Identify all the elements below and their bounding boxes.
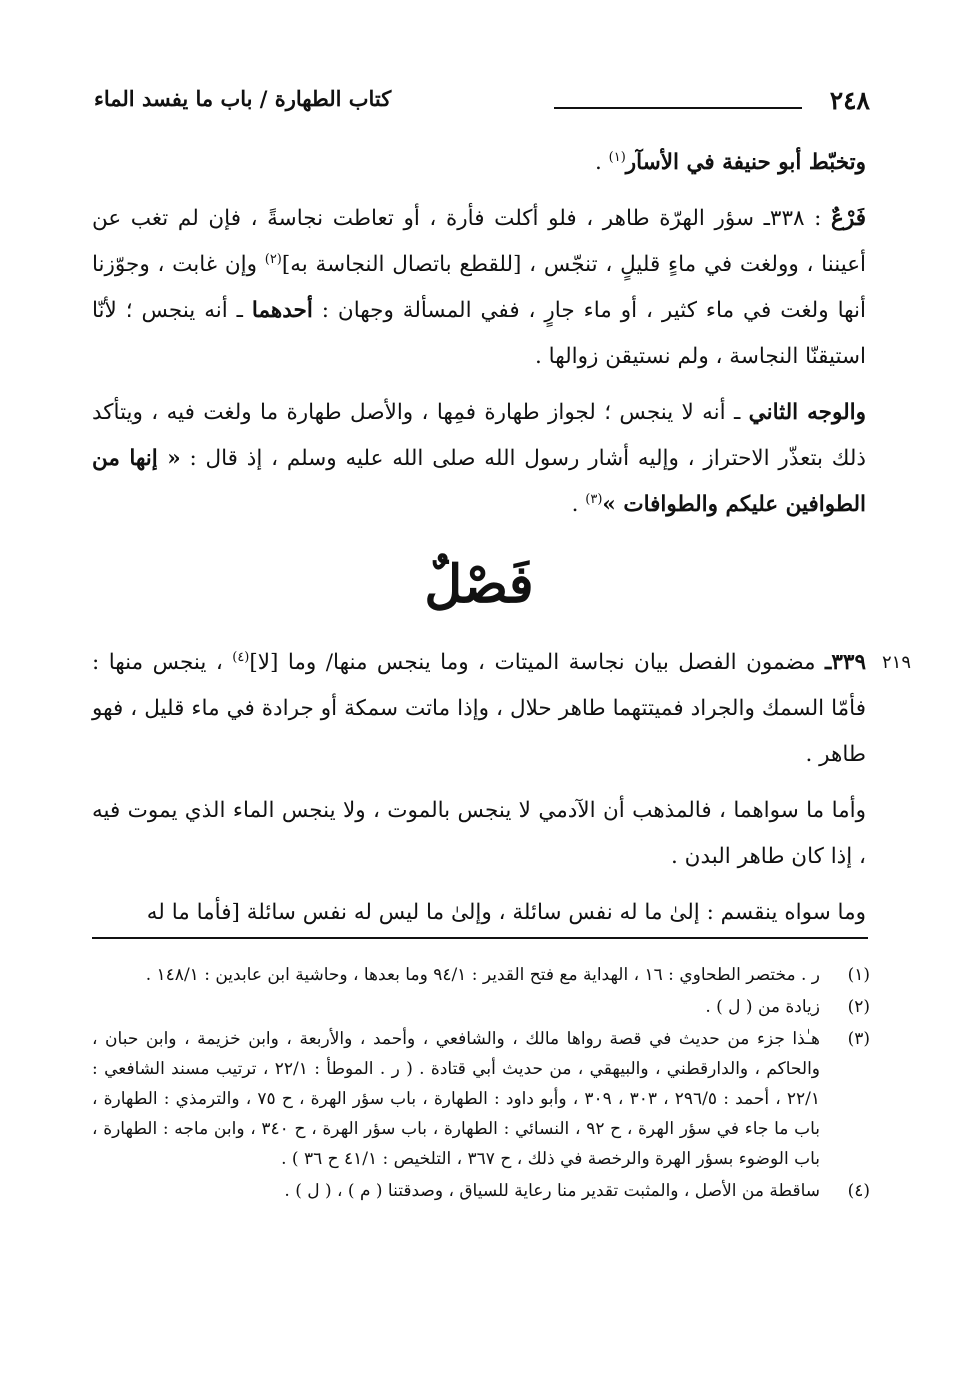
- footnote-number: (٢): [847, 997, 870, 1017]
- paragraph-339: [92, 640, 866, 778]
- footnote-ref-2[interactable]: (٢): [264, 251, 282, 267]
- paragraph-338: [92, 196, 866, 380]
- p339-text-b: ، ينجس منها : فأمّا السمك والجراد فميتتهما طاهر حلال ، وإذا ماتت سمكة أو جرادة في ماء قليل ، فهو طاهر .: [92, 650, 866, 767]
- footnote-4: [92, 1176, 870, 1206]
- fasl-heading: فَصْلٌ: [424, 554, 534, 615]
- paragraph-339-number: ٣٣٩ـ: [825, 650, 866, 675]
- main-text-bottom: [92, 640, 866, 936]
- footnote-number: (٤): [847, 1181, 870, 1201]
- footnote-ref-1[interactable]: (١): [608, 149, 626, 165]
- paragraph-339-second: وأما ما سواهما ، فالمذهب أن الآدمي لا ينجس بالموت ، ولا ينجس الماء الذي يموت فيه ، إذا كان طاهر البدن .: [92, 798, 866, 869]
- footnote-number: (١): [847, 965, 870, 985]
- margin-page-number: ٢١٩: [882, 652, 912, 673]
- footnote-2: [92, 992, 870, 1022]
- intro-paragraph: [92, 140, 866, 186]
- p338-bold-second: والوجه الثاني: [748, 400, 866, 425]
- page-number: ٢٤٨: [829, 86, 870, 115]
- p338-text-a: : ٣٣٨ـ سؤر الهرّة طاهر ، فلو أكلت فأرة ، أو تعاطت نجاسةً ، فإن لم تغب عن أعيننا ، وولغت في ماءٍ قليلٍ ، تنجّس ، [للقطع باتصال النجاسة به]: [92, 206, 866, 277]
- footnote-text: هـٰذا جزء من حديث في قصة رواها مالك ، والشافعي ، وأحمد ، والأربعة ، وابن خزيمة ، وابن حبان ، والحاكم ، والدارقطني ، والبيهقي ، من حديث أبي قتادة . ( ر . الموطأ : ٢٢/١ ، ترتيب مسند الشافعي : ٢٢/١ ، أحمد : ٢٩٦/٥ ، ٣٠٣ ، ٣٠٩ ، وأبو داود : الطهارة ، باب سؤر الهرة ، ح ٧٥ ، والترمذي : الطهارة ، باب ما جاء في سؤر الهرة ، ح ٩٢ ، النسائي : الطهارة ، باب سؤر الهرة ، ح ٣٤٠ ، وابن ماجه : الطهارة ، باب الوضوء بسؤر الهرة والرخصة في ذلك ، ح ٣٦٧ ، التلخيص : ٤١/١ ح ٣٦ ) .: [92, 1029, 821, 1169]
- p339-text-a: مضمون الفصل بيان نجاسة الميتات ، وما ينجس منها/ وما [لا]: [249, 650, 826, 675]
- p338-second-end: .: [571, 492, 586, 517]
- paragraph-338-second: [92, 390, 866, 528]
- hadith-quote: « إنها من الطوافين عليكم والطوافات »: [92, 446, 866, 517]
- footnote-ref-3[interactable]: (٣): [585, 491, 603, 507]
- intro-text: وتخبّط أبو حنيفة في الأسآر: [625, 150, 866, 175]
- footnote-text: ساقطة من الأصل ، والمثبت تقدير منا رعاية للسياق ، وصدقتنا ( م ) ، ( ل ) .: [284, 1181, 820, 1201]
- page-header: [94, 86, 870, 122]
- footnote-number: (٣): [847, 1029, 870, 1049]
- p338-bold-ahaduhuma: أحدهما: [251, 298, 313, 323]
- p338-second-text: ـ أنه لا ينجس ؛ لجواز طهارة فمِها ، والأصل طهارة ما ولغت فيه ، ويتأكد ذلك بتعذّر الاحتراز ، وإليه أشار رسول الله صلى الله عليه وسلم ، إذ قال :: [92, 400, 866, 471]
- far-label: فَرْعٌ: [831, 206, 867, 231]
- footnote-divider: [92, 937, 868, 939]
- footnote-ref-4[interactable]: (٤): [232, 649, 250, 665]
- p338-text-c: ـ أنه ينجس ؛ لأنّا استيقنّا النجاسة ، ولم نستيقن زوالها .: [92, 298, 866, 369]
- footnote-3: [92, 1024, 870, 1174]
- paragraph-339-third: وما سواه ينقسم : إلىٰ ما له نفس سائلة ، وإلىٰ ما ليس له نفس سائلة [فأما ما له: [146, 900, 866, 925]
- footnote-text: زيادة من ( ل ) .: [705, 997, 820, 1017]
- footnote-text: ر . مختصر الطحاوي : ١٦ ، الهداية مع فتح القدير : ٩٤/١ وما بعدها ، وحاشية ابن عابدين : ١٤٨/١ .: [145, 965, 820, 985]
- p338-text-b: وإن غابت ، وجوّزنا أنها ولغت في ماء كثير ، أو ماء جارٍ ، ففي المسألة وجهان :: [92, 252, 866, 323]
- intro-end: .: [594, 150, 609, 175]
- main-text-top: [92, 140, 866, 528]
- header-rule: [554, 107, 802, 109]
- running-title: كتاب الطهارة / باب ما يفسد الماء: [94, 86, 392, 111]
- footnote-1: [92, 960, 870, 990]
- footnotes: [92, 960, 870, 1208]
